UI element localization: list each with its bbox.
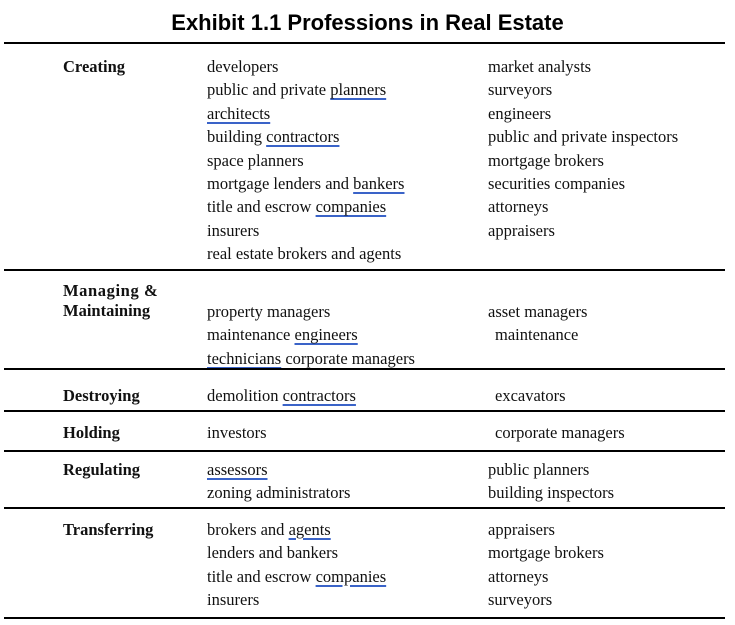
category-label: Transferring bbox=[63, 520, 154, 539]
list-item: developers bbox=[207, 57, 279, 76]
list-item: attorneys bbox=[488, 197, 549, 217]
list-item: asset managers bbox=[488, 302, 588, 321]
list-item: real estate brokers and agents bbox=[207, 244, 402, 264]
list-item: insurers bbox=[207, 590, 260, 610]
list-item: architects bbox=[207, 103, 271, 123]
list-item: technicians corporate managers bbox=[207, 348, 415, 368]
section-divider bbox=[4, 269, 725, 271]
list-item: appraisers bbox=[488, 220, 555, 240]
section-divider bbox=[4, 410, 725, 412]
list-item: lenders and bankers bbox=[207, 543, 339, 563]
list-item: maintenance engineers bbox=[207, 325, 358, 345]
category-label: Holding bbox=[63, 423, 120, 442]
list-item: public and private inspectors bbox=[488, 127, 679, 147]
right-column bbox=[488, 458, 728, 505]
list-item: maintenance bbox=[495, 325, 579, 345]
list-item: engineers bbox=[488, 103, 552, 123]
left-column bbox=[207, 518, 482, 612]
list-item: mortgage brokers bbox=[488, 150, 604, 170]
list-item: surveyors bbox=[488, 590, 553, 610]
category-label: Creating bbox=[63, 57, 126, 76]
list-item: title and escrow companies bbox=[207, 197, 387, 217]
exhibit-title: Exhibit 1.1 Professions in Real Estate bbox=[171, 10, 564, 35]
list-item: excavators bbox=[495, 386, 566, 405]
list-item: assessors bbox=[207, 460, 268, 479]
list-item: brokers and agents bbox=[207, 520, 331, 539]
list-item: securities companies bbox=[488, 174, 625, 194]
list-item: market analysts bbox=[488, 57, 592, 76]
left-column bbox=[207, 300, 482, 370]
section-divider bbox=[4, 507, 725, 509]
list-item: public planners bbox=[488, 460, 590, 479]
list-item: demolition contractors bbox=[207, 386, 356, 405]
section-divider bbox=[4, 368, 725, 370]
list-item: property managers bbox=[207, 302, 331, 321]
list-item: appraisers bbox=[488, 520, 555, 539]
list-item: building contractors bbox=[207, 127, 340, 147]
left-column bbox=[207, 458, 482, 505]
left-column bbox=[207, 421, 482, 444]
list-item: surveyors bbox=[488, 80, 553, 100]
list-item: title and escrow companies bbox=[207, 566, 387, 586]
left-column bbox=[207, 384, 482, 407]
section-divider bbox=[4, 450, 725, 452]
list-item: public and private planners bbox=[207, 80, 387, 100]
list-item: zoning administrators bbox=[207, 483, 351, 503]
list-item: mortgage lenders and bankers bbox=[207, 174, 405, 194]
category-label: Regulating bbox=[63, 460, 141, 479]
list-item: mortgage brokers bbox=[488, 543, 604, 563]
right-column bbox=[488, 300, 728, 347]
list-item: building inspectors bbox=[488, 483, 615, 503]
top-rule bbox=[4, 42, 725, 44]
right-column bbox=[488, 518, 728, 612]
list-item: attorneys bbox=[488, 566, 549, 586]
list-item: corporate managers bbox=[495, 423, 625, 442]
category-label: Managing & Maintaining bbox=[63, 281, 159, 321]
list-item: space planners bbox=[207, 150, 304, 170]
bottom-rule bbox=[4, 617, 725, 619]
list-item: insurers bbox=[207, 220, 260, 240]
right-column bbox=[488, 384, 728, 407]
left-column bbox=[207, 55, 482, 266]
right-column bbox=[488, 421, 728, 444]
category-label: Destroying bbox=[63, 386, 140, 405]
list-item: investors bbox=[207, 423, 267, 442]
right-column bbox=[488, 55, 728, 242]
